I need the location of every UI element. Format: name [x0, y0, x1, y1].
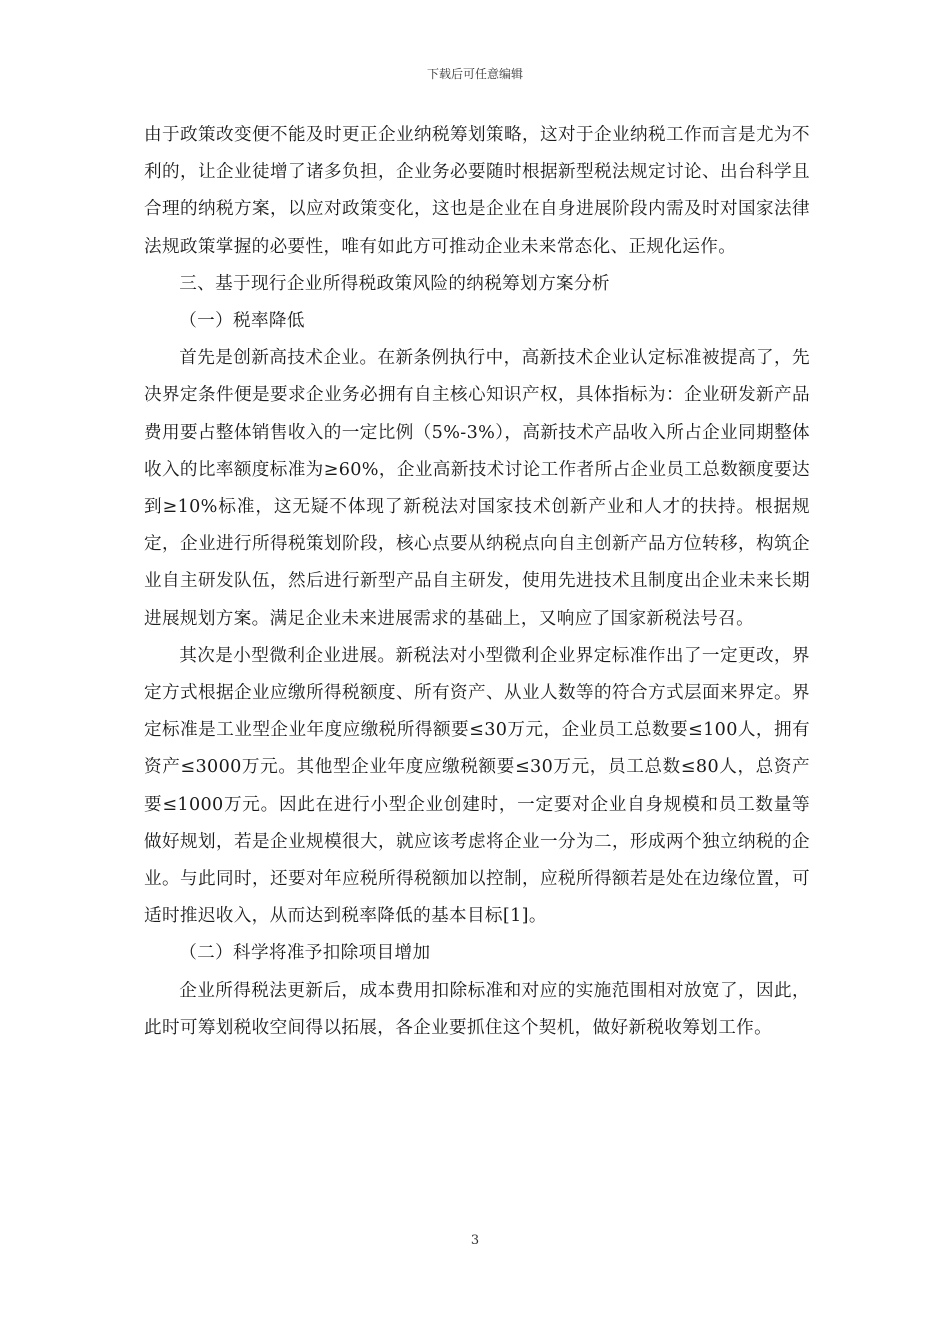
- paragraph-deduction: 企业所得税法更新后，成本费用扣除标准和对应的实施范围相对放宽了，因此，此时可筹划税收空间得以拓展，各企业要抓住这个契机，做好新税收筹划工作。: [144, 980, 810, 1038]
- paragraph-continuation: 由于政策改变便不能及时更正企业纳税筹划策略，这对于企业纳税工作而言是尤为不利的，让企业徒增了诸多负担，企业务必要随时根据新型税法规定讨论、出台科学且合理的纳税方案，以应对政策变化，这也是企业在自身进展阶段内需及时对国家法律法规政策掌握的必要性，唯有如此方可推动企业未来常态化、正规化运作。: [144, 125, 810, 257]
- subsection-heading-2: （二）科学将准予扣除项目增加: [179, 943, 431, 964]
- subsection-heading-1: （一）税率降低: [179, 311, 305, 332]
- page-header: 下载后可任意编辑: [426, 67, 523, 81]
- document-body: [144, 117, 810, 1047]
- paragraph-small-enterprise: 其次是小型微利企业进展。新税法对小型微利企业界定标准作出了一定更改，界定方式根据企业应缴所得税额度、所有资产、从业人数等的符合方式层面来界定。界定标准是工业型企业年度应缴税所得额要≤30万元，企业员工总数要≤100人，拥有资产≤3000万元。其他型企业年度应缴税额要≤30万元，员工总数≤80人，总资产要≤1000万元。因此在进行小型企业创建时，一定要对企业自身规模和员工数量等做好规划，若是企业规模很大，就应该考虑将企业一分为二，形成两个独立纳税的企业。与此同时，还要对年应税所得税额加以控制，应税所得额若是处在边缘位置，可适时推迟收入，从而达到税率降低的基本目标[1]。: [144, 645, 810, 927]
- page-number: 3: [470, 1233, 480, 1248]
- paragraph-high-tech: 首先是创新高技术企业。在新条例执行中，高新技术企业认定标准被提高了，先决界定条件便是要求企业务必拥有自主核心知识产权，具体指标为：企业研发新产品费用要占整体销售收入的一定比例（5%-3%），高新技术产品收入所占企业同期整体收入的比率额度标准为≥60%，企业高新技术讨论工作者所占企业员工总数额度要达到≥10%标准，这无疑不体现了新税法对国家技术创新产业和人才的扶持。根据规定，企业进行所得税策划阶段，核心点要从纳税点向自主创新产品方位转移，构筑企业自主研发队伍，然后进行新型产品自主研发，使用先进技术且制度出企业未来长期进展规划方案。满足企业未来进展需求的基础上，又响应了国家新税法号召。: [144, 348, 810, 629]
- section-heading: 三、基于现行企业所得税政策风险的纳税筹划方案分析: [179, 273, 610, 294]
